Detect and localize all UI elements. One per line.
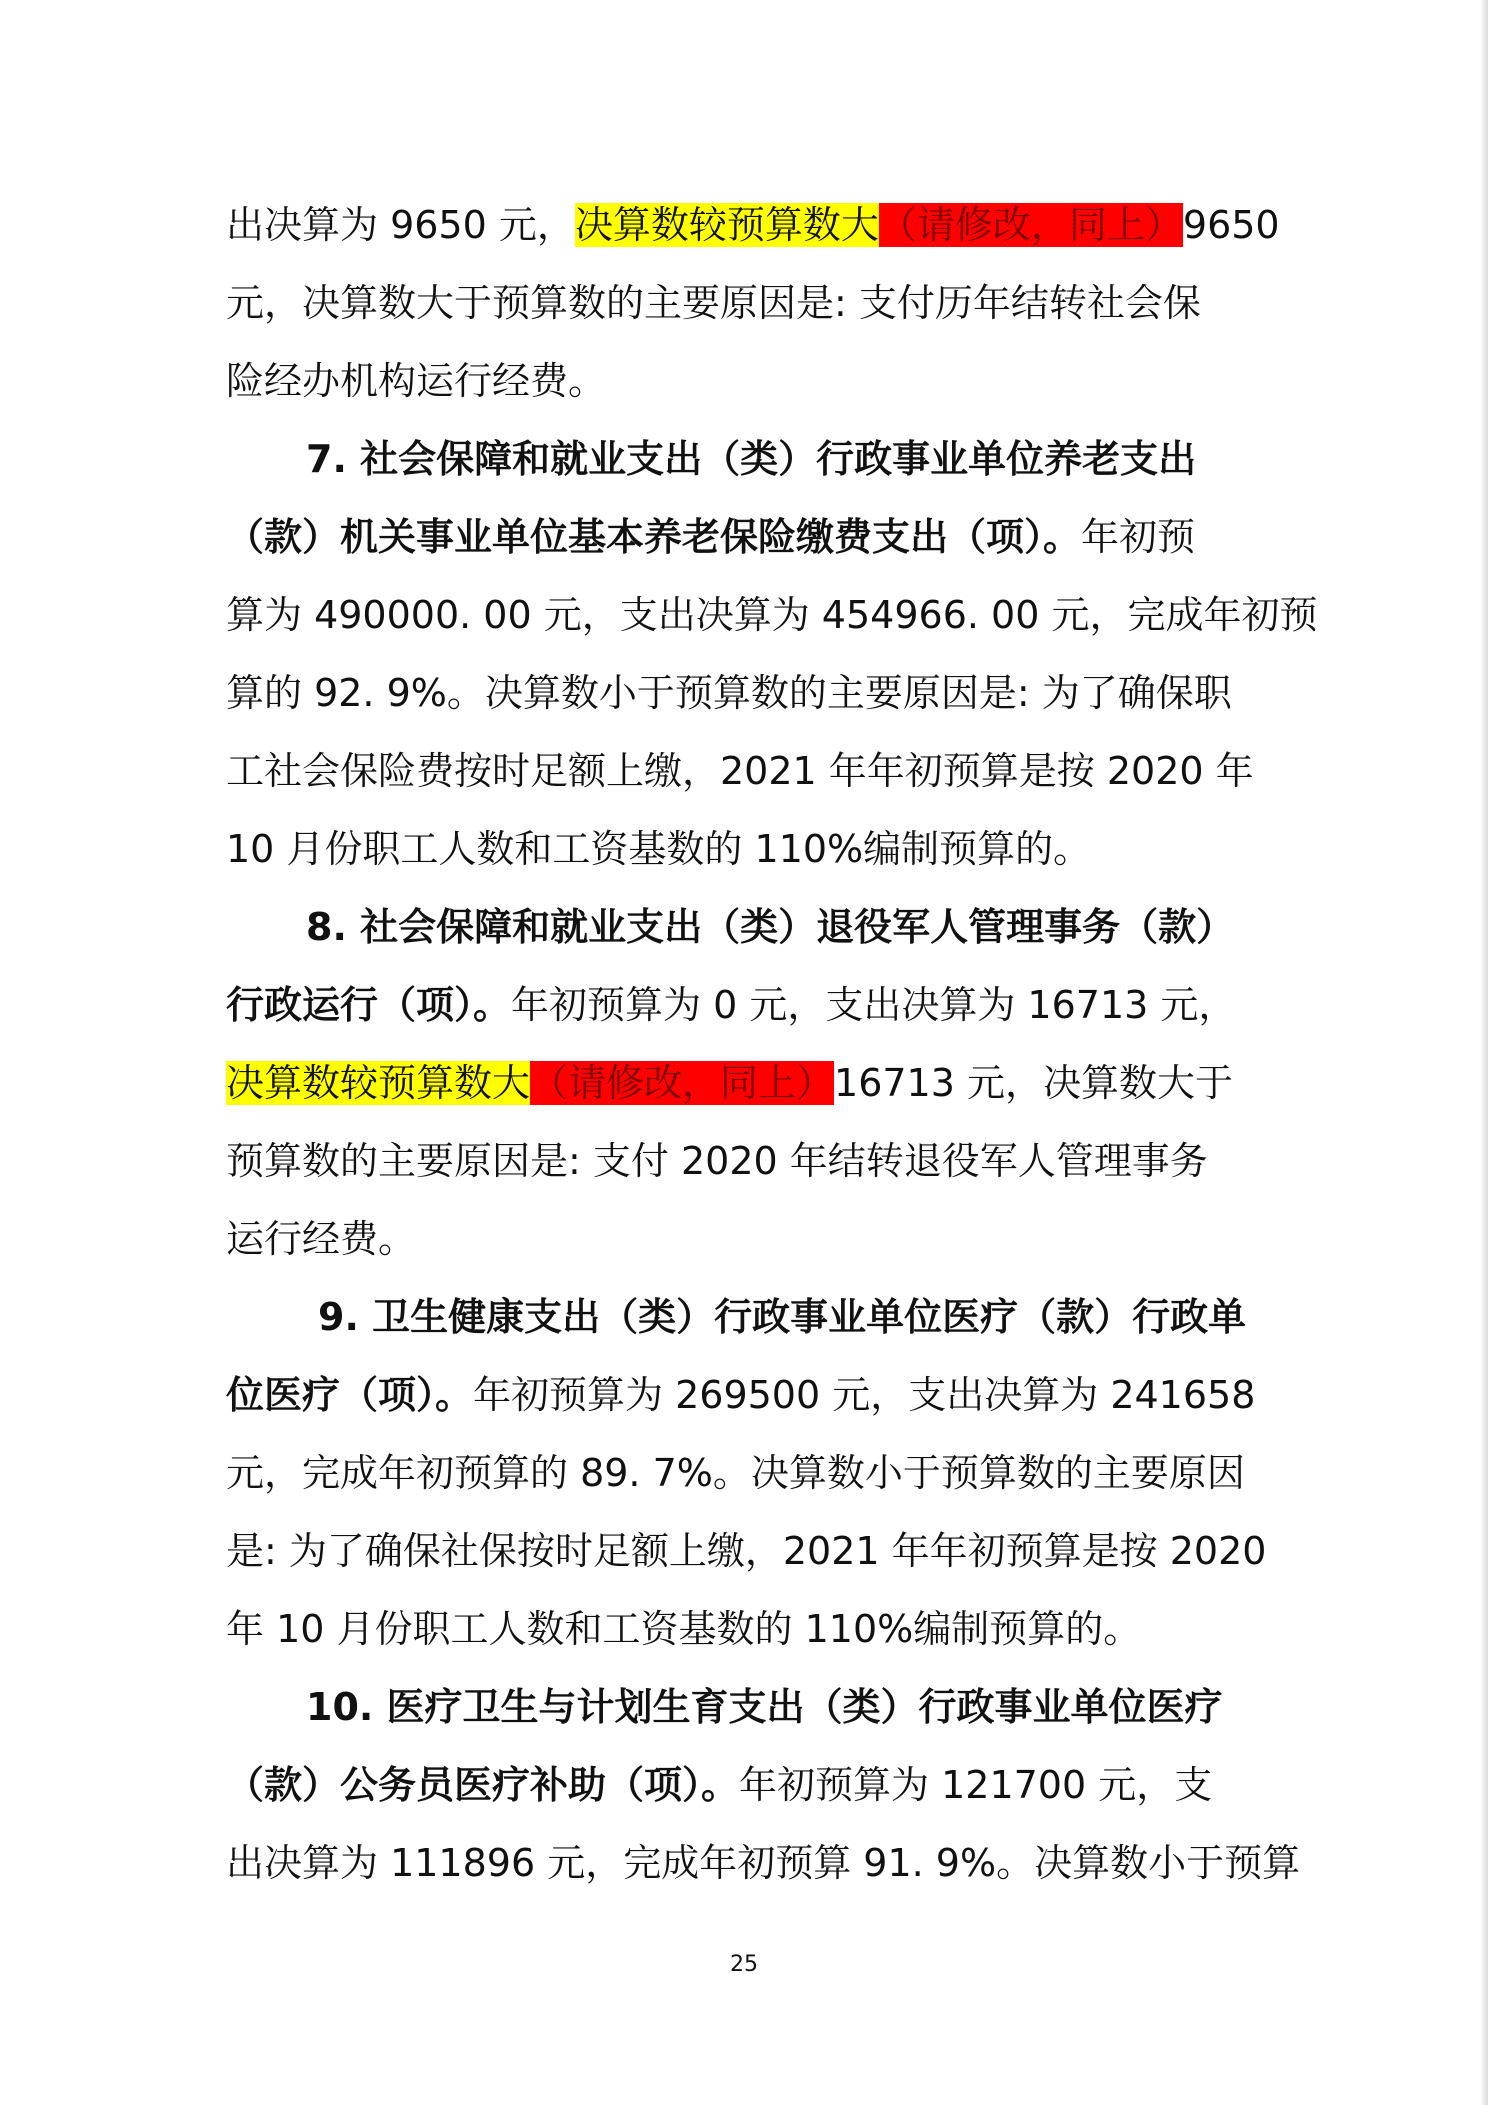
yellow-highlight: 决算数较预算数大 (574, 203, 879, 247)
body-text: 运行经费。 (226, 1217, 417, 1261)
paragraph-line (226, 1122, 1266, 1200)
heading-text: 行政运行（项）。 (226, 983, 512, 1027)
paragraph-line (226, 576, 1318, 654)
paragraph-line (226, 1434, 1266, 1512)
body-text: 出决算为 111896 元，完成年初预算 91. 9%。决算数小于预算 (226, 1841, 1301, 1885)
document-body (226, 186, 1318, 1902)
body-text: 年初预算为 0 元，支出决算为 16713 元， (511, 983, 1237, 1027)
page-number: 25 (730, 1952, 758, 1977)
heading-text: 10. 医疗卫生与计划生育支出（类）行政事业单位医疗 (306, 1685, 1223, 1729)
body-text: 出决算为 9650 元， (226, 203, 575, 247)
heading-text: 8. 社会保障和就业支出（类）退役军人管理事务（款） (306, 905, 1235, 949)
paragraph-line (226, 810, 1266, 888)
body-text: 工社会保险费按时足额上缴，2021 年年初预算是按 2020 年 (226, 749, 1254, 793)
paragraph-line (226, 1512, 1266, 1590)
body-text: 算为 490000. 00 元，支出决算为 454966. 00 元，完成年初预 (226, 593, 1318, 637)
section-heading-10 (226, 1668, 1266, 1746)
red-highlight-edit-note: （请修改，同上） (530, 1061, 835, 1105)
paragraph-line (226, 1200, 1266, 1278)
paragraph-line (226, 1590, 1266, 1668)
heading-text: （款）公务员医疗补助（项）。 (226, 1763, 740, 1807)
heading-text: 7. 社会保障和就业支出（类）行政事业单位养老支出 (306, 437, 1197, 481)
paragraph-line (226, 1356, 1266, 1434)
body-text: 年 10 月份职工人数和工资基数的 110%编制预算的。 (226, 1607, 1142, 1651)
body-text: 算的 92. 9%。决算数小于预算数的主要原因是: 为了确保职 (226, 671, 1232, 715)
paragraph-line (226, 1824, 1301, 1902)
heading-text: 9. 卫生健康支出（类）行政事业单位医疗（款）行政单 (318, 1295, 1247, 1339)
section-heading-9 (226, 1278, 1266, 1356)
body-text: 年初预算为 269500 元，支出决算为 241658 (473, 1373, 1256, 1417)
paragraph-line (226, 966, 1266, 1044)
body-text: 9650 (1182, 203, 1280, 247)
page-edge-shadow (1482, 0, 1488, 2105)
body-text: 10 月份职工人数和工资基数的 110%编制预算的。 (226, 827, 1092, 871)
heading-text: （款）机关事业单位基本养老保险缴费支出（项）。 (226, 515, 1082, 559)
body-text: 16713 元，决算数大于 (834, 1061, 1233, 1105)
paragraph-line (226, 264, 1266, 342)
body-text: 是: 为了确保社保按时足额上缴，2021 年年初预算是按 2020 (226, 1529, 1267, 1573)
paragraph-line (226, 732, 1266, 810)
section-heading-8 (226, 888, 1266, 966)
paragraph-line (226, 1746, 1266, 1824)
section-heading-7 (226, 420, 1266, 498)
yellow-highlight: 决算数较预算数大 (226, 1061, 531, 1105)
body-text: 元，完成年初预算的 89. 7%。决算数小于预算数的主要原因 (226, 1451, 1245, 1495)
body-text: 元，决算数大于预算数的主要原因是: 支付历年结转社会保 (226, 281, 1201, 325)
paragraph-line (226, 498, 1266, 576)
body-text: 年初预算为 121700 元，支 (739, 1763, 1213, 1807)
red-highlight-edit-note: （请修改，同上） (878, 203, 1183, 247)
paragraph-line (226, 1044, 1266, 1122)
paragraph-line (226, 186, 1280, 264)
paragraph-line (226, 654, 1266, 732)
heading-text: 位医疗（项）。 (226, 1373, 474, 1417)
paragraph-line (226, 342, 1266, 420)
body-text: 预算数的主要原因是: 支付 2020 年结转退役军人管理事务 (226, 1139, 1208, 1183)
body-text: 年初预 (1081, 515, 1196, 559)
body-text: 险经办机构运行经费。 (226, 359, 607, 403)
